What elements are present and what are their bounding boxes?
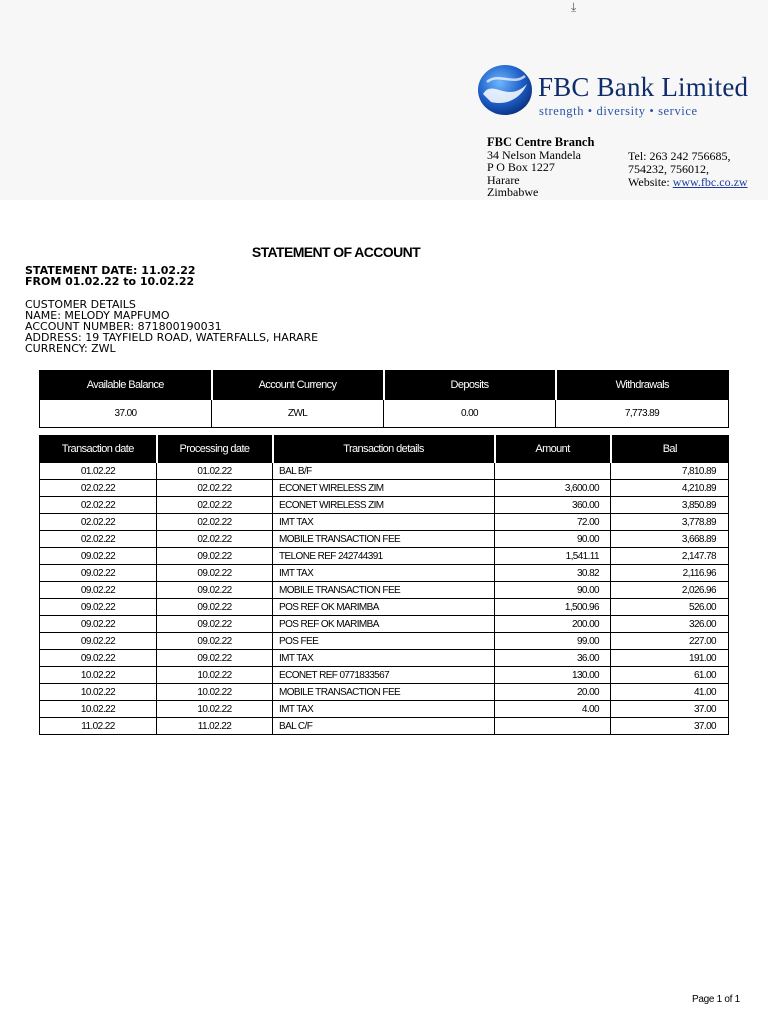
balance-cell: 41.00 <box>611 684 729 701</box>
bank-tagline: strength • diversity • service <box>539 104 698 118</box>
summary-header: Account Currency <box>212 371 384 400</box>
scan-mark: ⤓ <box>571 0 577 14</box>
transaction-details-cell: IMT TAX <box>273 565 495 582</box>
amount-cell: 4.00 <box>495 701 611 718</box>
table-row <box>40 497 729 514</box>
transaction-details-cell: POS FEE <box>273 633 495 650</box>
processing-date-cell: 10.02.22 <box>157 667 273 684</box>
amount-cell: 72.00 <box>495 514 611 531</box>
branch-contact <box>628 150 748 189</box>
transaction-date-cell: 09.02.22 <box>40 582 157 599</box>
account-currency: CURRENCY: ZWL <box>25 342 116 355</box>
transaction-date-cell: 02.02.22 <box>40 531 157 548</box>
table-row <box>40 463 729 480</box>
bank-logo <box>477 64 762 124</box>
transaction-details-cell: IMT TAX <box>273 650 495 667</box>
website-label: Website: <box>628 175 670 189</box>
balance-cell: 3,778.89 <box>611 514 729 531</box>
processing-date-cell: 09.02.22 <box>157 633 273 650</box>
statement-period: FROM 01.02.22 to 10.02.22 <box>25 275 195 288</box>
amount-cell: 130.00 <box>495 667 611 684</box>
address-line: Zimbabwe <box>487 185 539 199</box>
table-row <box>40 480 729 497</box>
statement-meta <box>25 265 196 287</box>
transaction-date-cell: 02.02.22 <box>40 480 157 497</box>
balance-cell: 3,850.89 <box>611 497 729 514</box>
balance-cell: 2,116.96 <box>611 565 729 582</box>
transaction-date-cell: 11.02.22 <box>40 718 157 735</box>
transaction-details-cell: BAL C/F <box>273 718 495 735</box>
processing-date-cell: 11.02.22 <box>157 718 273 735</box>
balance-cell: 3,668.89 <box>611 531 729 548</box>
column-header: Amount <box>495 436 611 463</box>
processing-date-cell: 02.02.22 <box>157 480 273 497</box>
balance-cell: 7,810.89 <box>611 463 729 480</box>
amount-cell: 3,600.00 <box>495 480 611 497</box>
transaction-date-cell: 09.02.22 <box>40 633 157 650</box>
fbc-logo-icon <box>477 64 533 116</box>
table-row <box>40 633 729 650</box>
currency-value: ZWL <box>212 400 384 428</box>
amount-cell: 30.82 <box>495 565 611 582</box>
transaction-details-cell: MOBILE TRANSACTION FEE <box>273 582 495 599</box>
transaction-details-cell: MOBILE TRANSACTION FEE <box>273 531 495 548</box>
processing-date-cell: 09.02.22 <box>157 599 273 616</box>
available-balance: 37.00 <box>40 400 212 428</box>
column-header: Transaction details <box>273 436 495 463</box>
summary-header: Deposits <box>384 371 556 400</box>
transaction-date-cell: 10.02.22 <box>40 667 157 684</box>
table-row <box>40 616 729 633</box>
table-row <box>40 531 729 548</box>
processing-date-cell: 02.02.22 <box>157 531 273 548</box>
table-row <box>40 701 729 718</box>
balance-cell: 191.00 <box>611 650 729 667</box>
processing-date-cell: 01.02.22 <box>157 463 273 480</box>
amount-cell: 200.00 <box>495 616 611 633</box>
address-line: 34 Nelson Mandela <box>487 147 581 162</box>
balance-cell: 37.00 <box>611 718 729 735</box>
statement-title: STATEMENT OF ACCOUNT <box>251 244 421 260</box>
processing-date-cell: 10.02.22 <box>157 701 273 718</box>
processing-date-cell: 09.02.22 <box>157 650 273 667</box>
processing-date-cell: 09.02.22 <box>157 582 273 599</box>
processing-date-cell: 10.02.22 <box>157 684 273 701</box>
transaction-details-cell: MOBILE TRANSACTION FEE <box>273 684 495 701</box>
transaction-date-cell: 09.02.22 <box>40 616 157 633</box>
customer-heading: CUSTOMER DETAILS <box>25 298 136 311</box>
transaction-details-cell: BAL B/F <box>273 463 495 480</box>
column-header: Processing date <box>157 436 273 463</box>
transaction-date-cell: 09.02.22 <box>40 650 157 667</box>
balance-cell: 227.00 <box>611 633 729 650</box>
amount-cell: 1,500.96 <box>495 599 611 616</box>
transactions-header-row <box>40 436 729 463</box>
transactions-body <box>40 463 729 735</box>
deposits-value: 0.00 <box>384 400 556 428</box>
transaction-date-cell: 02.02.22 <box>40 514 157 531</box>
balance-cell: 61.00 <box>611 667 729 684</box>
amount-cell: 90.00 <box>495 582 611 599</box>
transaction-details-cell: ECONET WIRELESS ZIM <box>273 497 495 514</box>
column-header: Bal <box>611 436 729 463</box>
statement-date: STATEMENT DATE: 11.02.22 <box>25 264 196 277</box>
amount-cell: 36.00 <box>495 650 611 667</box>
processing-date-cell: 09.02.22 <box>157 616 273 633</box>
branch-name: FBC Centre Branch <box>487 135 595 149</box>
balance-cell: 2,147.78 <box>611 548 729 565</box>
transactions-table <box>39 435 729 735</box>
table-row <box>40 548 729 565</box>
transaction-details-cell: IMT TAX <box>273 514 495 531</box>
customer-address: ADDRESS: 19 TAYFIELD ROAD, WATERFALLS, HARARE <box>25 331 319 344</box>
transaction-details-cell: ECONET WIRELESS ZIM <box>273 480 495 497</box>
amount-cell: 99.00 <box>495 633 611 650</box>
account-number: ACCOUNT NUMBER: 871800190031 <box>25 320 222 333</box>
summary-header: Withdrawals <box>556 371 729 400</box>
processing-date-cell: 09.02.22 <box>157 548 273 565</box>
transaction-date-cell: 10.02.22 <box>40 684 157 701</box>
balance-cell: 37.00 <box>611 701 729 718</box>
balance-cell: 2,026.96 <box>611 582 729 599</box>
transaction-details-cell: IMT TAX <box>273 701 495 718</box>
transaction-details-cell: POS REF OK MARIMBA <box>273 616 495 633</box>
tel-line: Tel: 263 242 756685, <box>628 149 731 163</box>
table-row <box>40 582 729 599</box>
transaction-date-cell: 01.02.22 <box>40 463 157 480</box>
transaction-date-cell: 09.02.22 <box>40 565 157 582</box>
summary-header-row <box>40 371 729 400</box>
transaction-details-cell: ECONET REF 0771833567 <box>273 667 495 684</box>
customer-details <box>25 299 318 354</box>
balance-cell: 326.00 <box>611 616 729 633</box>
withdrawals-value: 7,773.89 <box>556 400 729 428</box>
amount-cell: 1,541.11 <box>495 548 611 565</box>
table-row <box>40 718 729 735</box>
processing-date-cell: 02.02.22 <box>157 497 273 514</box>
branch-address <box>487 136 594 199</box>
balance-cell: 526.00 <box>611 599 729 616</box>
transaction-date-cell: 09.02.22 <box>40 599 157 616</box>
address-line: P O Box 1227 <box>487 160 555 174</box>
processing-date-cell: 09.02.22 <box>157 565 273 582</box>
summary-header: Available Balance <box>40 371 212 400</box>
summary-table <box>39 370 729 428</box>
transaction-date-cell: 02.02.22 <box>40 497 157 514</box>
column-header: Transaction date <box>40 436 157 463</box>
table-row <box>40 565 729 582</box>
summary-value-row <box>40 400 729 428</box>
amount-cell: 90.00 <box>495 531 611 548</box>
amount-cell <box>495 463 611 480</box>
table-row <box>40 599 729 616</box>
website-line <box>628 176 748 189</box>
table-row <box>40 684 729 701</box>
transaction-date-cell: 09.02.22 <box>40 548 157 565</box>
transaction-details-cell: TELONE REF 242744391 <box>273 548 495 565</box>
amount-cell <box>495 718 611 735</box>
balance-cell: 4,210.89 <box>611 480 729 497</box>
table-row <box>40 650 729 667</box>
processing-date-cell: 02.02.22 <box>157 514 273 531</box>
page-number: Page 1 of 1 <box>692 994 740 1005</box>
amount-cell: 20.00 <box>495 684 611 701</box>
customer-name: NAME: MELODY MAPFUMO <box>25 309 170 322</box>
transaction-details-cell: POS REF OK MARIMBA <box>273 599 495 616</box>
amount-cell: 360.00 <box>495 497 611 514</box>
website-link[interactable]: www.fbc.co.zw <box>672 175 748 189</box>
transaction-date-cell: 10.02.22 <box>40 701 157 718</box>
table-row <box>40 514 729 531</box>
address-line: Harare <box>487 172 520 187</box>
bank-name: FBC Bank Limited <box>538 72 749 102</box>
table-row <box>40 667 729 684</box>
tel-line: 754232, 756012, <box>628 162 709 176</box>
